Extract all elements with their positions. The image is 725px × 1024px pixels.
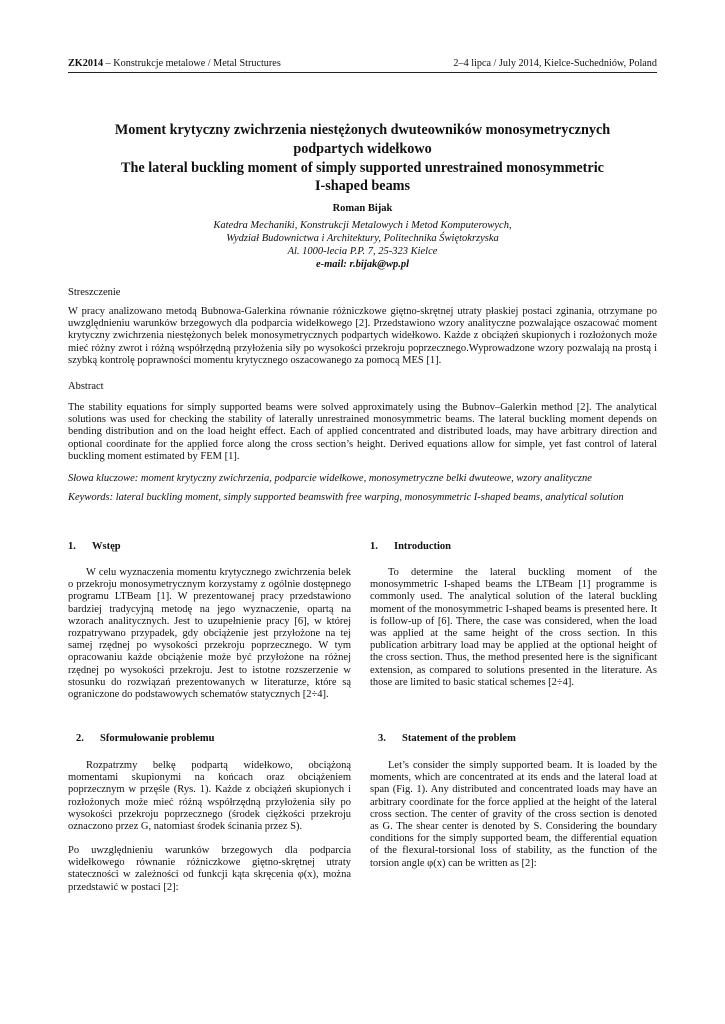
section-3-text-en: Let’s consider the simply supported beam. It is loaded by the moments, which are concentrated at its ends and the lateral load at span (Fig. 1). Any distributed and concentrated loads may have an arbitrary coordinate for the force applied at the height of the lateral cross section. The center of gravity of the cross section is denoted as G. The shear center is denoted by S. Considering the boundary conditions for the simply supported beam, the differential equation of the flexural-torsional loss of stability, as the function of the torsion angle φ(x) can be written as [2]: <box>370 760 657 869</box>
author-email[interactable]: e-mail: r.bijak@wp.pl <box>315 259 410 270</box>
section-1-heading-pl: 1. Wstęp <box>68 541 121 552</box>
affiliation-line3: Al. 1000-lecia P.P. 7, 25-323 Kielce <box>287 246 438 257</box>
title-pl-line2: podpartych widełkowo <box>293 140 432 157</box>
title-en-line2: I-shaped beams <box>315 178 410 195</box>
section-2-heading-pl: 2. Sformułowanie problemu <box>76 733 215 744</box>
abstract-text: The stability equations for simply supported beams were solved approximately using the Bubnov–Galerkin method [2]. The analytical solutions was used for checking the stability of laterally unrestrained monosymmetric beams. The lateral buckling moment depends on bending distribution and on the load height effect. Each of applied concentrated and distributed loads, may have arbitrary direction and optional coordinate for the applied force along the cross section’s height. Derived equations allow for simple, yet fast control of lateral buckling moment estimated by FEM [1]. <box>68 402 657 462</box>
section-1-text-en: To determine the lateral buckling moment of the monosymmetric I-shaped beams the LTBeam [1] programme is commonly used. The analytical solution of the lateral buckling moment of the monosymmetric I-shaped beams is presented here. It is follow-up of [6]. There, the case was considered, when the load was applied at the same height of the cross section. In this publication arbitrary load may be applied at the optional height of the cross section. Thus, the method presented here is the significant extension, as compared to solutions presented in the literature. As those are limited to basic statical schemes [2÷4]. <box>370 567 657 688</box>
section-3-heading-en: 3. Statement of the problem <box>378 733 516 744</box>
keywords-pl: Słowa kluczowe: moment krytyczny zwichrzenia, podparcie widełkowe, monosymetryczne belki dwuteowe, wzory analityczne <box>68 473 592 484</box>
section-1-text-pl: W celu wyznaczenia momentu krytycznego zwichrzenia belek o przekroju monosymetrycznym korzystamy z ogólnie dostępnego programu LTBeam [1]. W prezentowanej pracy przedstawiono bardziej tradycyjną metodę na jego wyznaczenie, opartą na wzorach analitycznych. Jest to uzupełnienie pracy [6], w której rozpatrywano przypadek, gdy obciążenie jest przyłożone na tej samej rzędnej po wysokości przekroju poprzecznego. W tym opracowaniu każde obciążenie może być przyłożone na różnej rzędnej po wysokości przekroju. Jest to istotne rozszerzenie w stosunku do rozwiązań prezentowanych w literaturze, które są ograniczone do podstawowych schematów statycznych [2÷4]. <box>68 567 351 701</box>
section-1-heading-en: 1. Introduction <box>370 541 451 552</box>
author-affiliation <box>68 219 657 271</box>
paper-titles <box>68 121 657 196</box>
keywords-en: Keywords: lateral buckling moment, simply supported beamswith free warping, monosymmetric I-shaped beams, analytical solution <box>68 492 624 503</box>
author-name: Roman Bijak <box>332 203 393 214</box>
streszczenie-text: W pracy analizowano metodą Bubnowa-Galerkina równanie różniczkowe giętno-skrętnej utraty płaskiej postaci zginania, otrzymane po uwzględnieniu warunków brzegowych dla podparcia widełkowego [2]. Przedstawiono wzory analityczne pozwalające oszacować moment krytyczny zwichrzenia niestężonych belek monosymetrycznych podpartych widełkowo. Każde z obciążeń skupionych i rozłożonych może mieć różny zwrot i różną współrzędną przyłożenia siły po wysokości przekroju poprzecznego.Wyprowadzone wzory pozwalają na prostą i szybką kontrolę poprawności momentu krytycznego oszacowanego za pomocą MES [1]. <box>68 306 657 366</box>
header-left: ZK2014 – Konstrukcje metalowe / Metal Structures <box>68 58 281 69</box>
streszczenie-label: Streszczenie <box>68 287 121 298</box>
section-2-text-pl-a: Rozpatrzmy belkę podpartą widełkowo, obciążoną momentami skupionymi na końcach oraz obciążeniem poprzecznym w przęśle (Rys. 1). Każde z obciążeń skupionych i rozłożonych może mieć różną współrzędną przyłożenia siły po wysokości przekroju poprzecznego (środek ciężkości przekroju oznaczono przez G, natomiast środek ścinania przez S). <box>68 760 351 833</box>
header-right: 2–4 lipca / July 2014, Kielce-Suchedniów, Poland <box>453 58 657 69</box>
abstract-label: Abstract <box>68 381 104 392</box>
running-header <box>68 58 657 73</box>
title-en-line1: The lateral buckling moment of simply supported unrestrained monosymmetric <box>121 159 604 176</box>
title-pl-line1: Moment krytyczny zwichrzenia niestężonych dwuteowników monosymetrycznych <box>114 122 611 138</box>
affiliation-line2: Wydział Budownictwa i Architektury, Politechnika Świętokrzyska <box>226 233 499 244</box>
section-2-text-pl-b: Po uwzględnieniu warunków brzegowych dla podparcia widełkowego równanie różniczkowe giętno-skrętnej utraty stateczności w zależności od funkcji kąta skręcenia φ(x), można przedstawić w postaci [2]: <box>68 845 351 893</box>
affiliation-line1: Katedra Mechaniki, Konstrukcji Metalowych i Metod Komputerowych, <box>213 220 512 231</box>
